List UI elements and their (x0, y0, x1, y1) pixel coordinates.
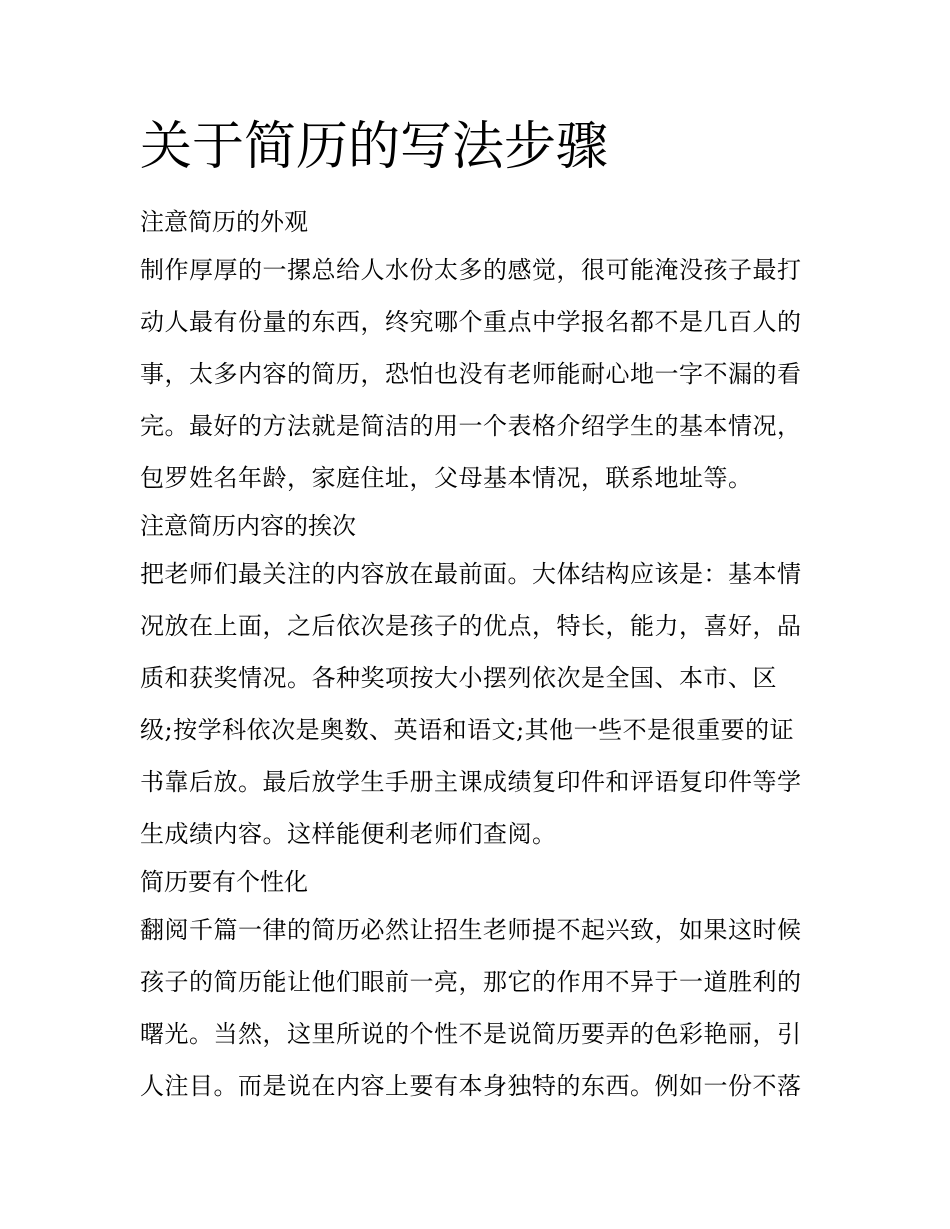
paragraph-line: 生成绩内容。这样能便利老师们查阅。 (140, 820, 557, 848)
paragraph-line: 书靠后放。最后放学生手册主课成绩复印件和评语复印件等学 (140, 768, 802, 796)
section-paragraph (140, 548, 820, 860)
section-heading: 注意简历的外观 (140, 208, 308, 236)
paragraph-line: 曙光。当然，这里所说的个性不是说简历要弄的色彩艳丽，引 (140, 1020, 802, 1048)
paragraph-line: 人注目。而是说在内容上要有本身独特的东西。例如一份不落 (140, 1072, 802, 1100)
paragraph-line: 包罗姓名年龄，家庭住址，父母基本情况，联系地址等。 (140, 464, 753, 492)
paragraph-line: 事，太多内容的简历，恐怕也没有老师能耐心地一字不漏的看 (140, 360, 802, 388)
paragraph-line: 翻阅千篇一律的简历必然让招生老师提不起兴致，如果这时候 (140, 916, 802, 944)
section-content-order (140, 504, 820, 860)
paragraph-line: 动人最有份量的东西，终究哪个重点中学报名都不是几百人的 (140, 308, 802, 336)
section-paragraph (140, 244, 820, 504)
document-body (140, 200, 820, 1112)
paragraph-line: 质和获奖情况。各种奖项按大小摆列依次是全国、本市、区 (140, 664, 777, 692)
paragraph-line: 制作厚厚的一摞总给人水份太多的感觉，很可能淹没孩子最打 (140, 256, 802, 284)
paragraph-line: 级;按学科依次是奥数、英语和语文;其他一些不是很重要的证 (140, 716, 795, 744)
section-paragraph (140, 904, 820, 1112)
paragraph-line: 况放在上面，之后依次是孩子的优点，特长，能力，喜好，品 (140, 612, 802, 640)
document-title: 关于简历的写法步骤 (140, 117, 609, 177)
section-heading: 注意简历内容的挨次 (140, 512, 356, 540)
section-personalization (140, 860, 820, 1112)
paragraph-line: 孩子的简历能让他们眼前一亮，那它的作用不异于一道胜利的 (140, 968, 802, 996)
paragraph-line: 把老师们最关注的内容放在最前面。大体结构应该是：基本情 (140, 560, 802, 588)
paragraph-line: 完。最好的方法就是简洁的用一个表格介绍学生的基本情况， (140, 412, 802, 440)
section-appearance (140, 200, 820, 504)
section-heading: 简历要有个性化 (140, 868, 308, 896)
